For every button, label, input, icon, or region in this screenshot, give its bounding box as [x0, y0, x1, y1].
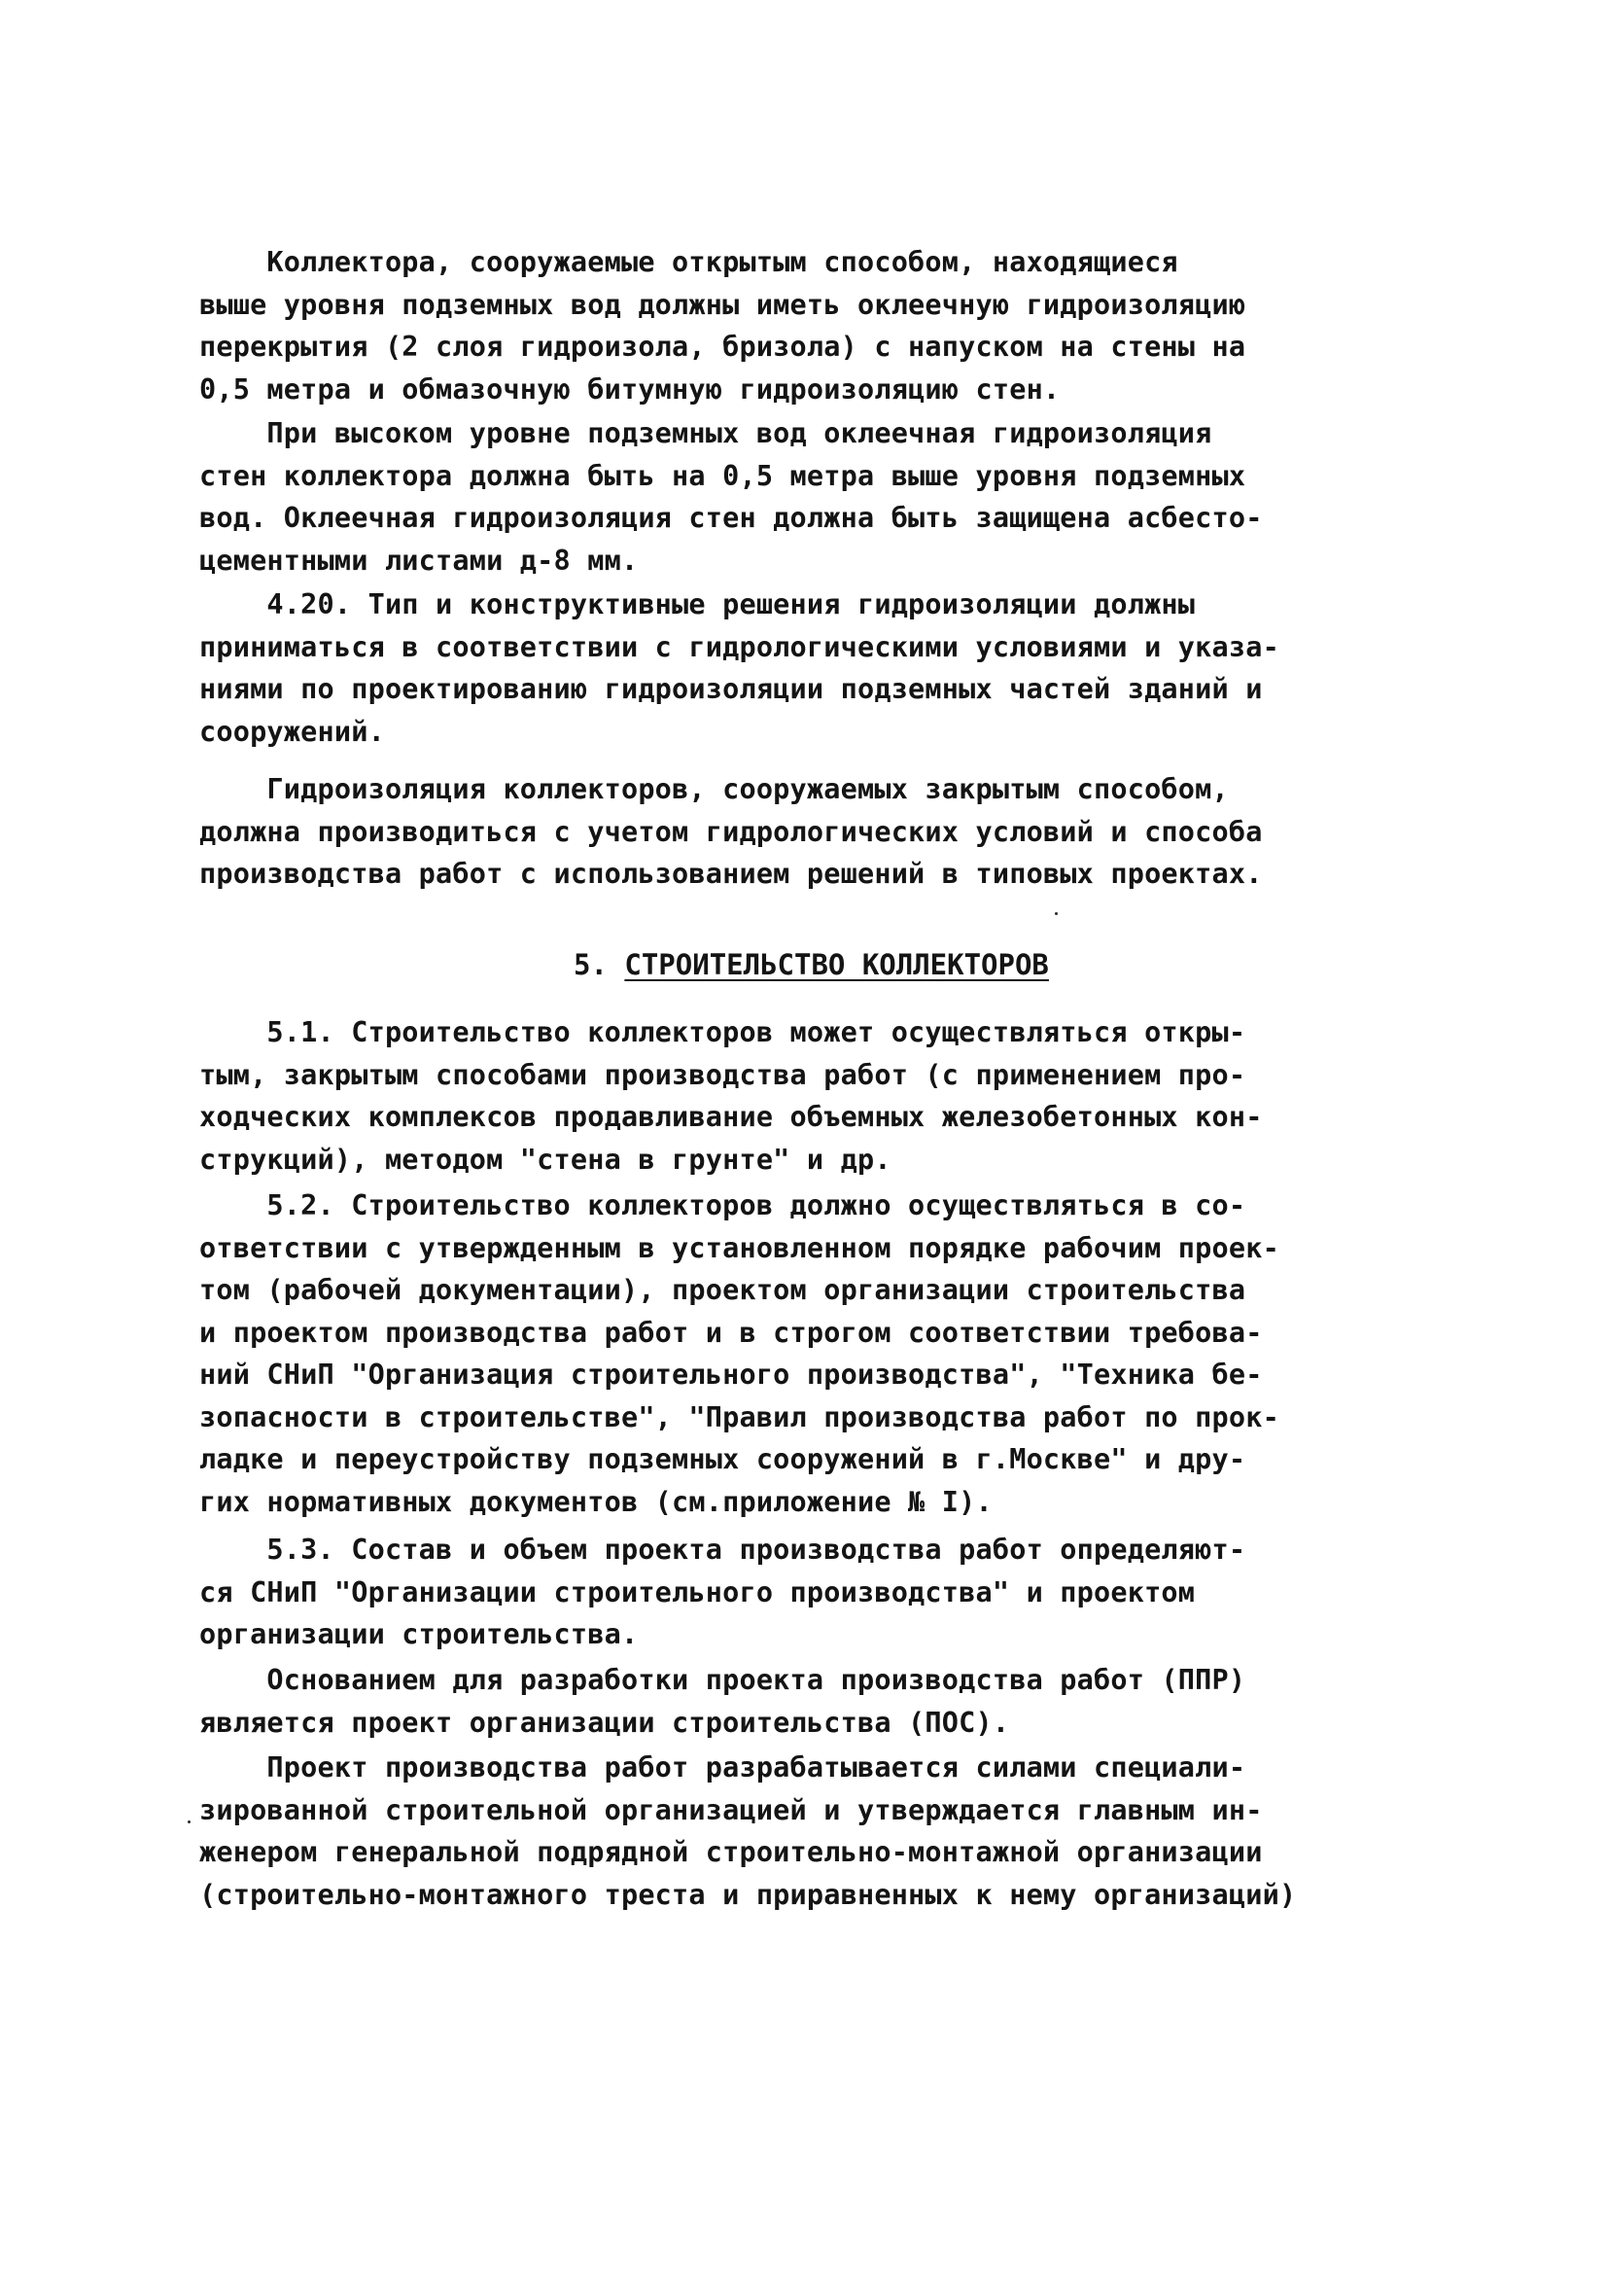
text-line: том (рабочей документации), проектом организации строительства	[199, 1274, 1246, 1306]
text-line: 5.1. Строительство коллекторов может осуществляться откры-	[199, 1016, 1246, 1048]
text-line: ходческих комплексов продавливание объемных железобетонных кон-	[199, 1101, 1263, 1133]
text-line: гих нормативных документов (см.приложение № I).	[199, 1485, 993, 1518]
text-line: вод. Оклеечная гидроизоляция стен должна быть защищена асбесто-	[199, 502, 1263, 534]
text-line: женером генеральной подрядной строительно-монтажной организации	[199, 1836, 1263, 1868]
section-title: СТРОИТЕЛЬСТВО КОЛЛЕКТОРОВ	[624, 948, 1049, 981]
text-line: производства работ с использованием решений в типовых проектах.	[199, 858, 1263, 890]
text-line: Коллектора, сооружаемые открытым способом, находящиеся	[199, 246, 1178, 278]
text-line: 4.20. Тип и конструктивные решения гидроизоляции должны	[199, 588, 1196, 620]
text-line: должна производиться с учетом гидрологических условий и способа	[199, 815, 1263, 848]
paragraph-high-groundwater	[199, 412, 1395, 582]
text-line: ний СНиП "Организация строительного производства", "Техника бе-	[199, 1359, 1263, 1391]
text-line: зированной строительной организацией и утверждается главным ин-	[199, 1793, 1263, 1826]
section-number: 5.	[574, 948, 608, 981]
paragraph-collector-waterproofing-open	[199, 241, 1395, 410]
section-heading	[574, 943, 1049, 986]
text-line: зопасности в строительстве", "Правил производства работ по прок-	[199, 1400, 1279, 1433]
text-line: ладке и переустройству подземных сооружений в г.Москве" и дру-	[199, 1443, 1246, 1475]
text-line: Проект производства работ разрабатывается силами специали-	[199, 1751, 1246, 1784]
text-line: приниматься в соответствии с гидрологическими условиями и указа-	[199, 630, 1279, 663]
paragraph-4-20	[199, 583, 1395, 753]
text-line: стен коллектора должна быть на 0,5 метра выше уровня подземных	[199, 459, 1246, 492]
text-line: 0,5 метра и обмазочную битумную гидроизоляцию стен.	[199, 372, 1061, 406]
text-line: тым, закрытым способами производства работ (с применением про-	[199, 1058, 1246, 1091]
scan-speck	[188, 1820, 191, 1823]
text-line: ся СНиП "Организации строительного производства" и проектом	[199, 1575, 1196, 1608]
paragraph-5-1	[199, 1011, 1395, 1181]
text-line: и проектом производства работ и в строгом соответствии требова-	[199, 1316, 1263, 1349]
paragraph-ppr-development	[199, 1747, 1395, 1916]
text-line: ниями по проектированию гидроизоляции подземных частей зданий и	[199, 673, 1263, 705]
text-line: выше уровня подземных вод должны иметь оклеечную гидроизоляцию	[199, 288, 1246, 321]
paragraph-5-2	[199, 1184, 1395, 1523]
text-line: цементными листами д-8 мм.	[199, 544, 639, 577]
text-line: является проект организации строительства (ПОС).	[199, 1706, 1010, 1739]
paragraph-basis-ppr	[199, 1659, 1395, 1744]
text-line: При высоком уровне подземных вод оклеечная гидроизоляция	[199, 417, 1212, 449]
text-line: перекрытия (2 слоя гидроизола, бризола) с напуском на стены на	[199, 331, 1246, 363]
text-line: Гидроизоляция коллекторов, сооружаемых закрытым способом,	[199, 773, 1229, 805]
text-line: 5.3. Состав и объем проекта производства работ определяют-	[199, 1534, 1246, 1566]
paragraph-closed-method-waterproofing	[199, 768, 1395, 896]
text-line: Основанием для разработки проекта производства работ (ППР)	[199, 1664, 1246, 1696]
paragraph-5-3	[199, 1529, 1395, 1656]
scan-speck	[1055, 912, 1058, 915]
text-line: 5.2. Строительство коллекторов должно осуществляться в со-	[199, 1189, 1246, 1221]
text-line: струкций), методом "стена в грунте" и др.	[199, 1143, 891, 1176]
text-line: сооружений.	[199, 715, 385, 748]
text-line: (строительно-монтажного треста и приравненных к нему организаций)	[199, 1878, 1297, 1911]
text-line: организации строительства.	[199, 1618, 639, 1650]
text-line: ответствии с утвержденным в установленном порядке рабочим проек-	[199, 1231, 1279, 1264]
